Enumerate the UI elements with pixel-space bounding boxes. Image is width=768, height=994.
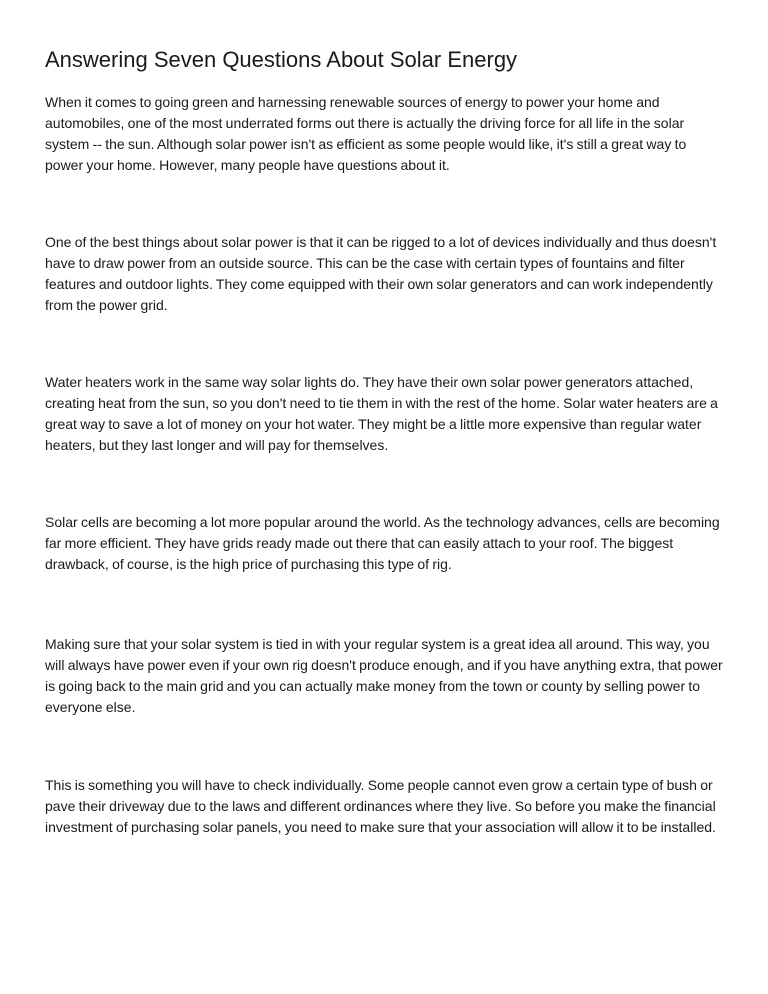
paragraph-water-heaters: Water heaters work in the same way solar lights do. They have their own solar power generators attached, creating heat from the sun, so you don't need to tie them in with the rest of the home. Solar water heaters are a great way to save a lot of money on your hot water. They might be a little more expensive than regular water heaters, but they last longer and will pay for themselves. xyxy=(45,374,718,453)
paragraph-intro: When it comes to going green and harnessing renewable sources of energy to power your home and automobiles, one of the most underrated forms out there is actually the driving force for all life in the solar system -- the sun. Although solar power isn't as efficient as some people would like, it's still a great way to power your home. However, many people have questions about it. xyxy=(45,94,687,173)
paragraph-devices: One of the best things about solar power is that it can be rigged to a lot of devices individually and thus doesn't have to draw power from an outside source. This can be the case with certain types of fountains and filter features and outdoor lights. They come equipped with their own solar generators and can work independently from the power grid. xyxy=(45,234,717,313)
paragraph-grid-tie: Making sure that your solar system is tied in with your regular system is a great idea all around. This way, you will always have power even if your own rig doesn't produce enough, and if you have anything extra, that power is going back to the main grid and you can actually make money from the town or county by selling power to everyone else. xyxy=(45,636,723,715)
paragraph-regulations: This is something you will have to check individually. Some people cannot even grow a certain type of bush or pave their driveway due to the laws and different ordinances where they live. So before you make the financial investment of purchasing solar panels, you need to make sure that your association will allow it to be installed. xyxy=(45,777,716,835)
paragraph-solar-cells: Solar cells are becoming a lot more popular around the world. As the technology advances, cells are becoming far more efficient. They have grids ready made out there that can easily attach to your roof. The biggest drawback, of course, is the high price of purchasing this type of rig. xyxy=(45,514,720,572)
document-title: Answering Seven Questions About Solar Energy xyxy=(45,47,518,72)
